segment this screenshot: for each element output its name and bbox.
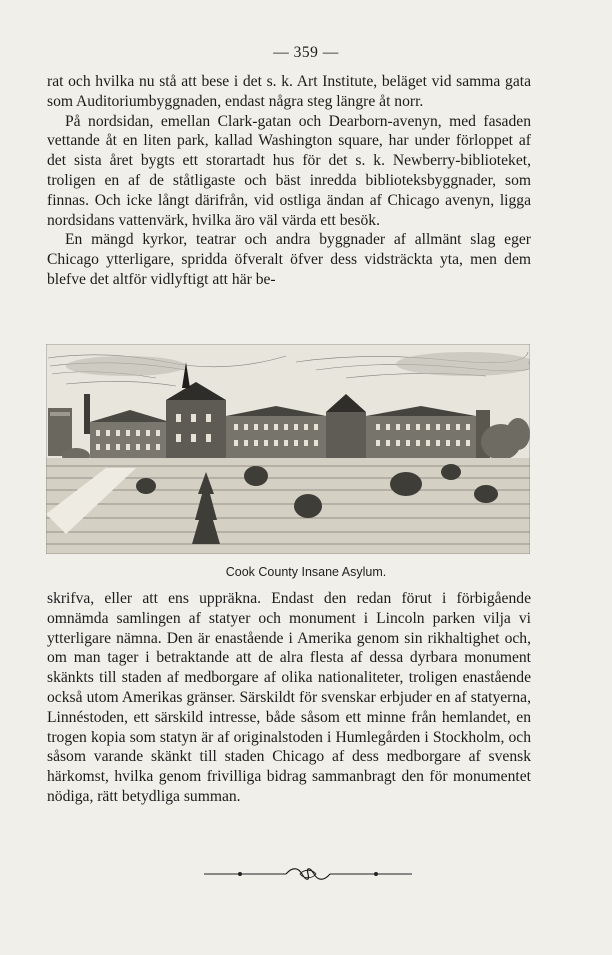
- paragraph-3: En mängd kyrkor, teatrar och andra byggnader af allmänt slag eger Chicago ytterligare, spridda öfveralt öfver dess vidsträckta yta, men dem blefve det altför vidlyftigt att här be-: [47, 231, 531, 288]
- page-number: — 359 —: [273, 44, 339, 61]
- asylum-engraving: [46, 344, 530, 554]
- paragraph-2: På nordsidan, emellan Clark-gatan och Dearborn-avenyn, med fasaden vettande åt en liten park, kallad Washington square, har under förloppet af det sista året bygts ett storartadt hus för det s. k. Newberry-biblioteket, troligen en af de ståtligaste och bäst inredda biblioteksbyggnader, som finnas. Och icke långt därifrån, vid ostliga ändan af Chicago avenyn, ligga nordsidans vattenvärk, hvilka äro väl värda ett besök.: [47, 112, 531, 229]
- figure-caption: Cook County Insane Asylum.: [225, 565, 387, 579]
- bottom-text-block: [47, 589, 531, 807]
- ornament-divider: [204, 865, 412, 883]
- paragraph-1: rat och hvilka nu stå att bese i det s. k. Art Institute, beläget vid samma gata som Auditoriumbyggnaden, endast några steg längre åt norr.: [47, 73, 531, 110]
- paragraph-4: skrifva, eller att ens uppräkna. Endast den redan förut i förbigående omnämda samlingen af statyer och monument i Lincoln parken vilja vi ytterligare nämna. Den är enastående i Amerika genom sin rikhaltighet och, om man tager i betraktande att de alra flesta af dessa dyrbara monument skänkts till staden af medborgare af olika nationaliteter, troligen enastående också utom Amerikas gränser. Särskildt för svenskar erbjuder en af statyerna, Linnéstoden, ett särskild intresse, både såsom ett minne från hemlandet, en trogen kopia som statyn är af originalstoden i Humlegården i Stockholm, och såsom varande skänkt till staden Chicago af dess medborgare af svensk härkomst, hvilka genom frivilliga bidrag sammanbragt den för monumentet nödiga, rätt betydliga summan.: [47, 590, 531, 805]
- top-text-block: [47, 72, 531, 290]
